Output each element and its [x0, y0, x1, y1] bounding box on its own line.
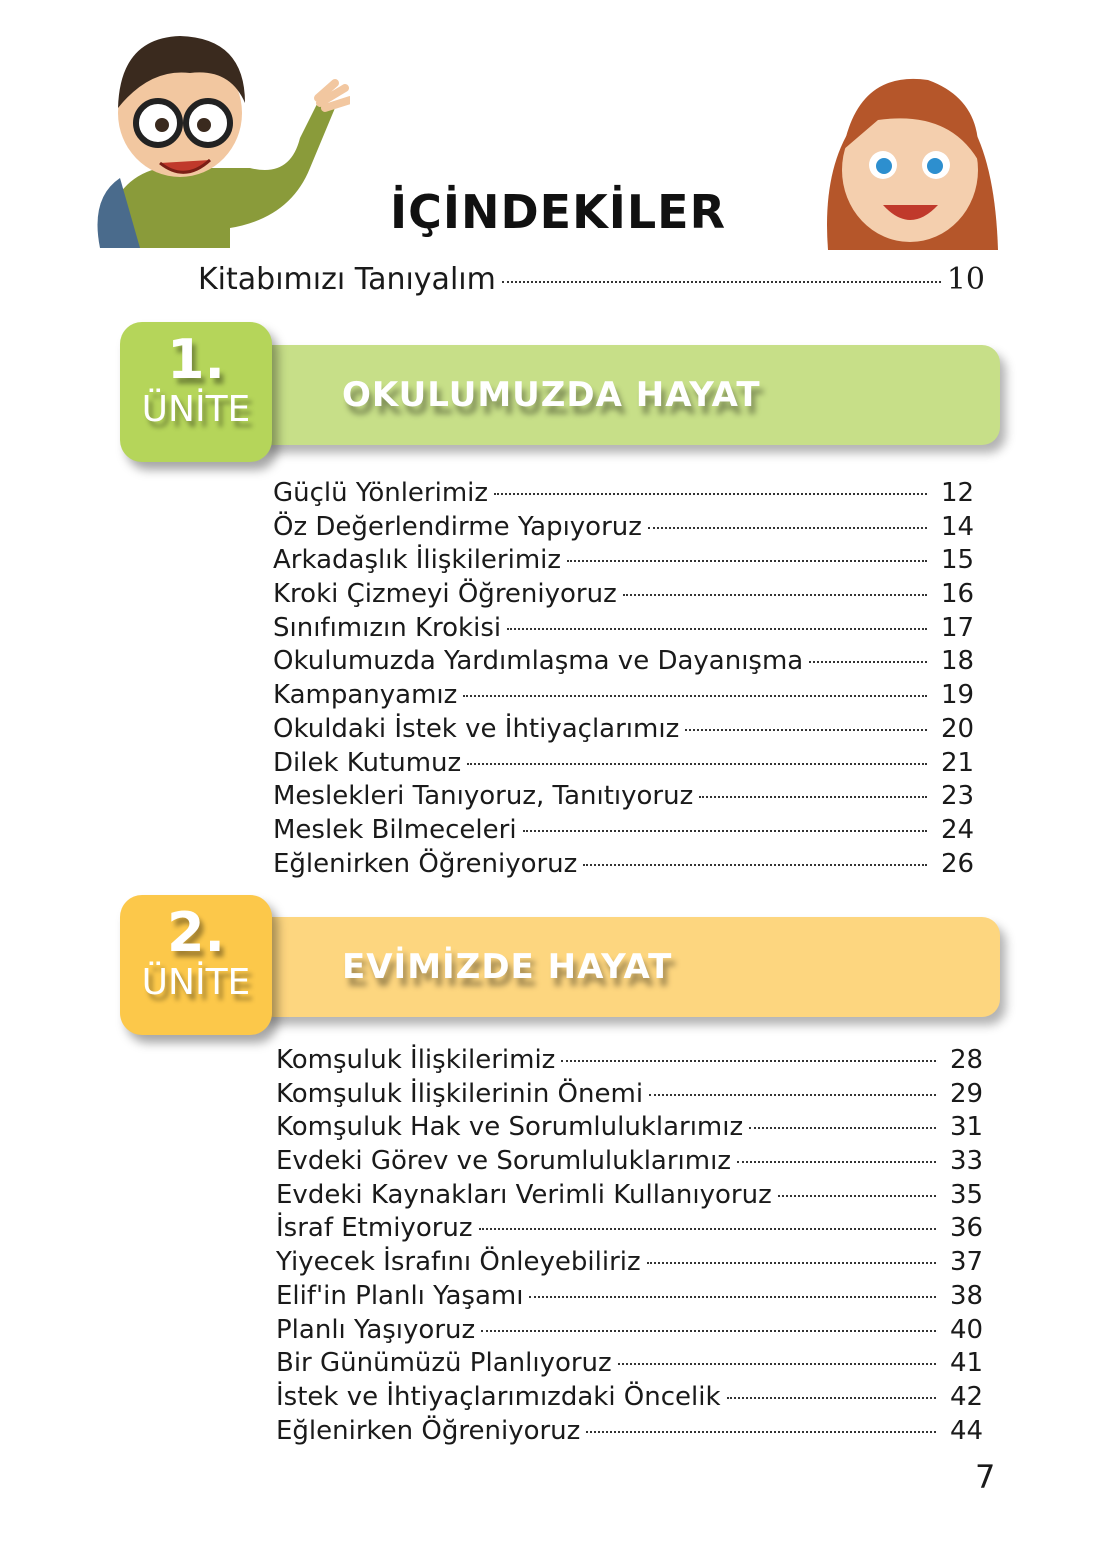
dot-leader — [749, 1127, 936, 1129]
entry-page: 12 — [941, 478, 975, 508]
entry-page: 16 — [941, 579, 975, 610]
entry-page: 21 — [941, 747, 975, 778]
entry-page: 29 — [950, 1078, 984, 1109]
entry-page: 41 — [950, 1348, 984, 1379]
entry-page: 15 — [941, 545, 975, 576]
entry-page: 40 — [950, 1314, 984, 1345]
dot-leader — [523, 830, 927, 832]
entry-page: 24 — [941, 814, 975, 845]
dot-leader — [648, 527, 927, 529]
toc-entry — [276, 1416, 994, 1450]
entry-label: Yiyecek İsrafını Önleyebiliriz — [276, 1247, 641, 1278]
entry-label: Komşuluk İlişkilerinin Önemi — [276, 1078, 644, 1109]
unit-title: OKULUMUZDA HAYAT — [342, 375, 761, 415]
entry-label: Sınıfımızın Krokisi — [273, 612, 502, 643]
dot-leader — [586, 1431, 936, 1433]
dot-leader — [502, 281, 941, 283]
toc-entry — [273, 849, 985, 883]
unit-1-title-bar — [262, 345, 1000, 445]
unit-number: 2. — [166, 901, 226, 964]
page-number: 7 — [975, 1458, 996, 1496]
toc-entry — [273, 646, 985, 680]
entry-label: İstek ve İhtiyaçlarımızdaki Öncelik — [276, 1381, 721, 1412]
entry-label: Komşuluk Hak ve Sorumluluklarımız — [276, 1112, 744, 1143]
entry-page: 42 — [950, 1381, 984, 1412]
entry-label: Meslekleri Tanıyoruz, Tanıtıyoruz — [273, 781, 694, 812]
dot-leader — [623, 594, 927, 596]
entry-label: Dilek Kutumuz — [273, 747, 462, 778]
unit-label: ÜNİTE — [141, 389, 251, 430]
entry-label: Planlı Yaşıyoruz — [276, 1314, 476, 1345]
entry-page: 17 — [941, 612, 975, 643]
entry-page: 28 — [950, 1045, 984, 1075]
entry-page: 44 — [950, 1415, 984, 1446]
toc-entry — [273, 579, 985, 613]
entry-label: Güçlü Yönlerimiz — [273, 478, 489, 508]
entry-page: 26 — [941, 848, 975, 879]
toc-entry — [273, 512, 985, 546]
toc-entry — [276, 1079, 994, 1113]
entry-label: Evdeki Görev ve Sorumluluklarımız — [276, 1146, 731, 1177]
toc-entry — [273, 545, 985, 579]
toc-entry — [276, 1382, 994, 1416]
entry-page: 10 — [946, 262, 985, 297]
entry-page: 36 — [950, 1213, 984, 1244]
toc-entry — [276, 1348, 994, 1382]
dot-leader — [481, 1330, 936, 1332]
unit-label: ÜNİTE — [141, 962, 251, 1003]
toc-entry — [273, 714, 985, 748]
entry-label: Evdeki Kaynakları Verimli Kullanıyoruz — [276, 1179, 772, 1210]
entry-page: 37 — [950, 1247, 984, 1278]
unit-2-title-bar — [262, 917, 1000, 1017]
entry-page: 14 — [941, 511, 975, 542]
entry-page: 20 — [941, 713, 975, 744]
toc-entry — [276, 1146, 994, 1180]
toc-entry — [273, 478, 985, 512]
unit-title: EVİMİZDE HAYAT — [342, 947, 673, 987]
entry-label: Öz Değerlendirme Yapıyoruz — [273, 511, 642, 542]
dot-leader — [778, 1195, 936, 1197]
entry-label: Meslek Bilmeceleri — [273, 814, 517, 845]
toc-entry — [276, 1315, 994, 1349]
dot-leader — [567, 560, 927, 562]
dot-leader — [561, 1060, 936, 1062]
toc-entry — [276, 1213, 994, 1247]
entry-label: Kampanyamız — [273, 680, 458, 711]
toc-entry — [273, 680, 985, 714]
dot-leader — [529, 1296, 936, 1298]
unit-2-contents — [276, 1045, 994, 1449]
entry-page: 23 — [941, 781, 975, 812]
toc-entry — [276, 1281, 994, 1315]
dot-leader — [685, 729, 927, 731]
entry-label: Elif'in Planlı Yaşamı — [276, 1280, 524, 1311]
unit-1-badge — [120, 322, 272, 462]
dot-leader — [809, 661, 927, 663]
page-title: İÇİNDEKİLER — [389, 185, 726, 239]
entry-label: Kroki Çizmeyi Öğreniyoruz — [273, 579, 617, 610]
toc-entry-intro — [198, 262, 985, 297]
toc-entry — [273, 748, 985, 782]
unit-1-contents — [273, 478, 985, 882]
entry-page: 33 — [950, 1146, 984, 1177]
dot-leader — [647, 1262, 936, 1264]
entry-label: Bir Günümüzü Planlıyoruz — [276, 1348, 612, 1379]
toc-entry — [276, 1112, 994, 1146]
dot-leader — [507, 628, 927, 630]
toc-entry — [276, 1247, 994, 1281]
dot-leader — [479, 1228, 936, 1230]
dot-leader — [583, 864, 927, 866]
toc-entry — [276, 1045, 994, 1079]
unit-number: 1. — [166, 328, 226, 391]
dot-leader — [649, 1094, 936, 1096]
dot-leader — [467, 763, 927, 765]
dot-leader — [494, 493, 927, 495]
entry-label: Komşuluk İlişkilerimiz — [276, 1045, 556, 1075]
unit-2-badge — [120, 895, 272, 1035]
entry-page: 31 — [950, 1112, 984, 1143]
toc-entry — [273, 781, 985, 815]
entry-page: 38 — [950, 1280, 984, 1311]
entry-page: 18 — [941, 646, 975, 677]
entry-label: Eğlenirken Öğreniyoruz — [273, 848, 578, 879]
entry-page: 35 — [950, 1179, 984, 1210]
entry-label: Okulumuzda Yardımlaşma ve Dayanışma — [273, 646, 804, 677]
entry-label: İsraf Etmiyoruz — [276, 1213, 473, 1244]
dot-leader — [737, 1161, 936, 1163]
entry-label: Okuldaki İstek ve İhtiyaçlarımız — [273, 713, 680, 744]
entry-label: Arkadaşlık İlişkilerimiz — [273, 545, 562, 576]
entry-label: Kitabımızı Tanıyalım — [198, 262, 496, 297]
dot-leader — [699, 796, 927, 798]
entry-page: 19 — [941, 680, 975, 711]
dot-leader — [463, 695, 927, 697]
entry-label: Eğlenirken Öğreniyoruz — [276, 1415, 581, 1446]
dot-leader — [727, 1397, 936, 1399]
toc-entry — [276, 1180, 994, 1214]
dot-leader — [618, 1363, 936, 1365]
toc-entry — [273, 815, 985, 849]
toc-entry — [273, 613, 985, 647]
